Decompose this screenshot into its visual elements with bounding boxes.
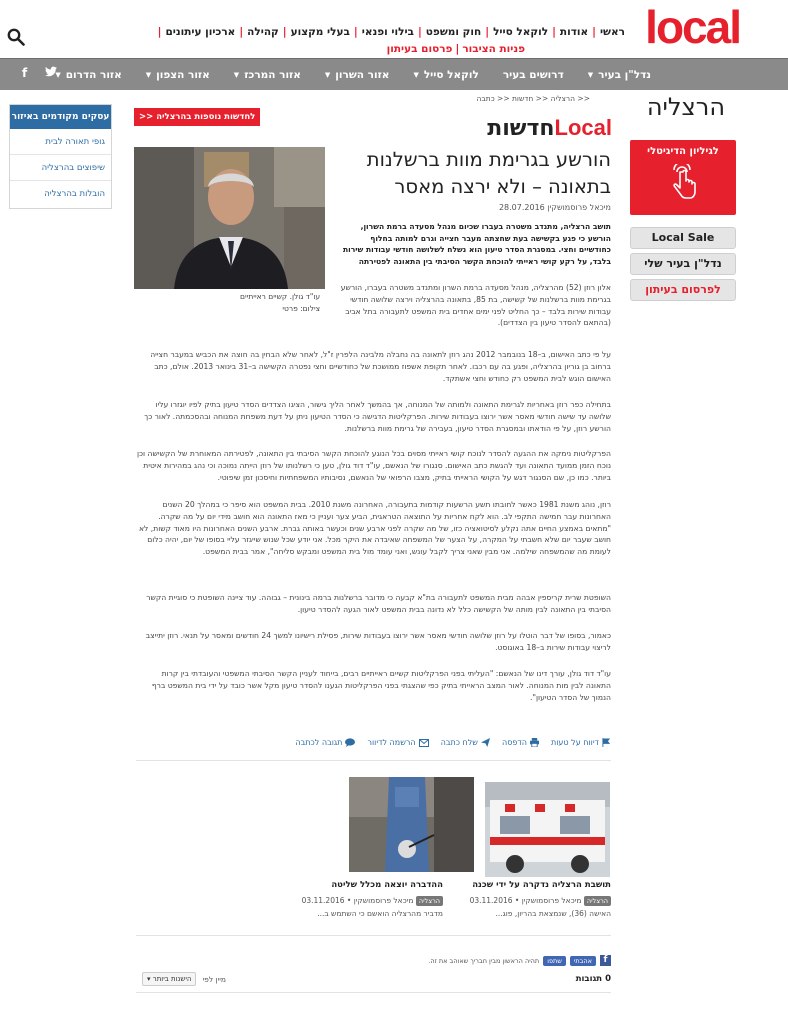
digital-edition-button[interactable]	[630, 140, 736, 215]
divider	[136, 760, 611, 761]
report-error-button[interactable]: דיווח על טעות	[551, 738, 611, 747]
flag-icon	[602, 738, 611, 747]
social-links	[22, 66, 57, 80]
article-photo	[134, 147, 325, 289]
article-paragraph: אלון רוזן (52) מהרצליה, מנהל מסעדה ברמת השרון ומתנדב משטרה בעברו, הורשע בגרימת מוות ברשלנות של קשישה, בת 85, בתאונה בהרצליה וירצה שלושה חודשי עבודות שירות בלבד – כך החליט לפני ימים אחדים בית המשפט לתעבורה בתל אביב (בהתאם להסדר טיעון בין הצדדים).	[340, 283, 611, 328]
city-title: הרצליה	[646, 93, 725, 121]
sort-select[interactable]: הישנות ביותר ▾	[142, 972, 196, 986]
related-article-excerpt: מדביר מהרצליה הואשם כי השתמש ב...	[317, 909, 443, 918]
related-article-title[interactable]: תושבת הרצליה נדקרה על ידי שכנה	[472, 880, 611, 890]
promoted-business-link[interactable]: שיפוצים בהרצליה	[10, 155, 111, 181]
article-lead: תושב הרצליה, מתנדב משטרה בעברו שכיום מנהל מסעדה ברמת השרון, הורשע כי פגע בקשישה בעת שחצתה מעבר חצייה וגרם למותה בחלוף כחודשיים וחצי. במסגרת הסדר טיעון הוא נשלח לשלושה חודשי עבודות שירות בלבד, על רקע קושי ראייתי להוכחת הקשר הסיבתי בין התאונה לפטירתה	[342, 222, 611, 266]
article-headline: הורשע בגרימת מוות ברשלנות בתאונה – ולא ירצה מאסר	[366, 148, 611, 198]
facebook-like-bar	[428, 955, 611, 966]
breadcrumb[interactable]: << הרצליה << חדשות << כתבה	[476, 94, 590, 103]
search-icon[interactable]	[7, 28, 25, 46]
sub-nav-advertise[interactable]: פרסום בעיתון	[386, 43, 453, 55]
article-paragraph: כאמור, בסופו של דבר הוטלו על רוזן שלושה חודשי מאסר אשר ירוצו בעבודות שירות, פסילת רישיונו למשך 24 חודשים ומאסר על תנאי. רוזן יתייצב לריצוי עבודות שירות ב–18 באוגוסט.	[145, 631, 611, 652]
more-news-button[interactable]: לחדשות נוספות בהרצליה <<	[134, 108, 260, 126]
nav-south[interactable]: אזור הדרום ▼	[55, 69, 122, 81]
site-logo[interactable]: local	[645, 1, 740, 53]
article-toolbar	[295, 738, 611, 747]
nav-jobs[interactable]: דרושים בעיר	[502, 69, 564, 81]
main-nav-bar	[0, 58, 788, 90]
exterminator-image	[349, 777, 474, 872]
category-tag[interactable]: הרצליה	[416, 896, 443, 906]
chevron-down-icon: ▼	[587, 71, 594, 79]
top-nav-item[interactable]: לוקאל סייל	[493, 26, 549, 38]
print-icon	[530, 738, 539, 747]
article-paragraph: הפרקליטות נימקה את ההגעה להסדר לנוכח קושי ראייתי מסוים בכל הנוגע להוכחת הקשר הסיבתי בין התאונה, לפטירתה המאוחרת של הקשישה וכן נוכח הזמן ממועד התאונה ועד להגשת כתב האישום. סנגורו של הנאשם, עו"ד דוד גולן, טען כי רשלנותו של רוזן הייתה נמוכה וכי נהג במהירות איטית ביותר. כמו כן, שם הסנגור דגש על הקושי הראייתי בתיק, מצבו הרפואי של הנאשם, נסיבותיו המשפחתיות וחיסכון זמן שיפוטי.	[136, 449, 611, 482]
comments-count: 0 תגובות	[575, 974, 611, 984]
top-nav-item[interactable]: אודות	[559, 26, 589, 38]
print-button[interactable]: הדפסה	[502, 738, 539, 747]
section-word: חדשות	[487, 116, 555, 141]
facebook-icon[interactable]: f	[22, 66, 28, 80]
digital-edition-label: לגיליון הדיגיטלי	[647, 146, 719, 157]
nav-center[interactable]: אזור המרכז ▼	[233, 69, 301, 81]
category-tag[interactable]: הרצליה	[584, 896, 611, 906]
article-paragraph: על פי כתב האישום, ב–18 בנובמבר 2012 נהג רוזן לתאונה בה נחבלה מלבינה הלפרין ז"ל, לאחר שלא הבחין בה חוצה את הכביש במעבר חצייה ברחוב בן גוריון בהרצליה, ופגע בה עם רכבו. לאחר תקופת אשפוז ממושכת של כחודשיים וחצי נפטרה הקשישה ב–31 בינואר 2013. אולם, כתב האישום הוגש לבית המשפט רק כחודש וחצי אשתקד.	[150, 350, 611, 383]
top-nav-item[interactable]: קהילה	[247, 26, 279, 38]
nav-north[interactable]: אזור הצפון ▼	[145, 69, 210, 81]
related-article-title[interactable]: ההדברה יוצאה מכלל שליטה	[331, 880, 443, 890]
ambulance-image	[485, 782, 610, 877]
touch-hand-icon	[668, 164, 698, 206]
send-article-button[interactable]: שלח כתבה	[441, 738, 490, 747]
section-brand: Local	[554, 115, 612, 140]
facebook-share-button[interactable]: שתפו	[543, 956, 566, 966]
chevron-down-icon: ▼	[413, 71, 419, 79]
divider	[136, 935, 611, 936]
promoted-business-link[interactable]: גופי תאורה לבית	[10, 129, 111, 155]
article-byline: מיכאל פרוסמושקין 28.07.2016	[498, 203, 611, 212]
top-nav-item[interactable]: חוק ומשפט	[425, 26, 482, 38]
nav-real-estate[interactable]: נדל"ן בעיר ▼	[587, 69, 651, 81]
related-article-image[interactable]	[485, 782, 610, 877]
send-icon	[481, 738, 490, 747]
chevron-down-icon: ▼	[233, 71, 240, 79]
chevron-down-icon: ▼	[55, 71, 61, 79]
twitter-icon[interactable]	[45, 66, 57, 77]
chevron-down-icon: ▼	[145, 71, 152, 79]
newsletter-signup-button[interactable]: הרשמה לדיוור	[367, 738, 428, 747]
chevron-down-icon: ▾	[147, 975, 151, 983]
sort-label: מיין לפי	[202, 974, 226, 984]
main-nav-items	[43, 59, 663, 91]
facebook-icon: f	[600, 955, 611, 966]
related-article-meta: הרצליה מיכאל פרוסמושקין • 03.11.2016	[302, 896, 443, 905]
envelope-icon	[419, 739, 429, 747]
divider	[136, 992, 611, 993]
related-article-image[interactable]	[349, 777, 474, 872]
related-article-meta: הרצליה מיכאל פרוסמושקין • 03.11.2016	[470, 896, 611, 905]
related-article-excerpt: האישה (36), שנמצאת בהריון, פוג...	[495, 909, 611, 918]
promoted-business-link[interactable]: הובלות בהרצליה	[44, 189, 105, 199]
comment-button[interactable]: תגובה לכתבה	[295, 738, 355, 747]
promoted-businesses-title: עסקים מקודמים באיזור	[10, 105, 111, 129]
nav-local-sale[interactable]: לוקאל סייל ▼	[413, 69, 479, 81]
article-paragraph: השופטת שרית קריספין אבהה מבית המשפט לתעבורה בת"א קבעה כי מדובר ברשלנות ברמה בינונית – גבוהה. עוד ציינה השופטת כי סוגיית הקשר הסיבתי בין התאונה לבין מותה של הקשישה כלל לא נדונה בבית המשפט לאור הגעה להסדר טיעון.	[146, 593, 611, 614]
promoted-businesses	[9, 104, 112, 209]
comment-icon	[345, 738, 355, 747]
photo-caption: עו"ד גולן. קשיים ראייתיים צילום: פרטי	[240, 292, 321, 313]
my-real-estate-button[interactable]: נדל"ן בעיר שלי	[630, 253, 736, 275]
top-nav-item[interactable]: ראשי	[599, 26, 625, 38]
comments-sort	[142, 972, 226, 986]
nav-sharon[interactable]: אזור השרון ▼	[324, 69, 390, 81]
site-header	[0, 0, 788, 58]
top-nav-item[interactable]: בילוי ופנאי	[361, 26, 414, 38]
sub-nav: פניות הציבור|פרסום בעיתון	[384, 43, 528, 55]
top-nav-item[interactable]: בעלי מקצוע	[290, 26, 350, 38]
advertise-button[interactable]: לפרסום בעיתון	[630, 279, 736, 301]
article-paragraph: רוזן, נוהג משנת 1981 כאשר לחובתו תשע הרשעות קודמות בתעבורה, האחרונה משנת 2010. בבית המשפט הוא סיפר כי במהלך 20 השנים האחרונות עבר חמישה התקפי לב. הוא לקח אחריות על התוצאה הטראגית, הביע צער ועניין כי מאז התאונה הוא חושב מידי יום על מה שקרה. "מתאים באמצע החיים אתה נקלע לסיטואציה כזו, של מה שקרה לפני ארבע שנים וכעשר באותה גברת. ארבע השנים האחרונות היו מאוד קשות, לא חושב שעבר יום שלא חשבתי על המקרה, על הצער של המשפחה שאיבדה את היקר מכל. אני יודע שכל שנוש שייגזר עליי בסופו של יום, יהיה כלום לעומת מה שהמשפחה שילמה. אני מבין שאני צריך לקבל עונש, ואני עומד מול בית המשפט ומבקש סליחה", אמר בבית המשפט.	[138, 500, 611, 557]
section-logo	[487, 115, 612, 141]
article-paragraph: עו"ד דוד גולן, עורך דינו של הנאשם: "העליתי בפני הפרקליטות קשיים ראייתיים רבים, בייחוד לעניין הקשר הסיבתי המשפטי והעובדתי בין קרות התאונה לבין מות המנוחה. לאור המצב הראייתי בתיק כפי שהצגתי בפני הפרקליטות הגענו להסדר טיעון מקל אשר כובד על ידי בית המשפט ברף הנמוך של הסדר הטיעון".	[151, 669, 611, 702]
chevron-down-icon: ▼	[324, 71, 331, 79]
top-nav-item[interactable]: ארכיון עיתונים	[165, 26, 236, 38]
facebook-like-text: תהיה הראשון מבין חבריך שאוהב את זה.	[428, 956, 540, 965]
local-sale-button[interactable]: Local Sale	[630, 227, 736, 249]
top-nav: ראשי | אודות | לוקאל סייל | חוק ומשפט | בילוי ופנאי | בעלי מקצוע | קהילה | ארכיון עיתונים |	[157, 26, 628, 38]
facebook-like-button[interactable]: אהבתי	[570, 956, 596, 966]
sub-nav-public-requests[interactable]: פניות הציבור	[462, 43, 525, 55]
portrait-image	[134, 147, 325, 289]
article-paragraph: בתחילה כפר רוזן באחריות לגרימת התאונה ולמותה של המנוחה, אך בהמשך לאחר הליך גישור, הציגו הצדדים הסדר טיעון בתיק לפיו יוגזרו עליו שלושה עד שישה חודשי מאסר אשר ירוצו בעבודות שירות. הפרקליטות הדגישה כי הסדר הטיעון ניתן על דעת משפחת המנוחה ובהסכמתה. לאור כך הורשע רוזן, על פי הודאתו ובמסגרת הסדר טיעון, בעבירה של גרימת מוות ברשלנות.	[144, 400, 611, 433]
